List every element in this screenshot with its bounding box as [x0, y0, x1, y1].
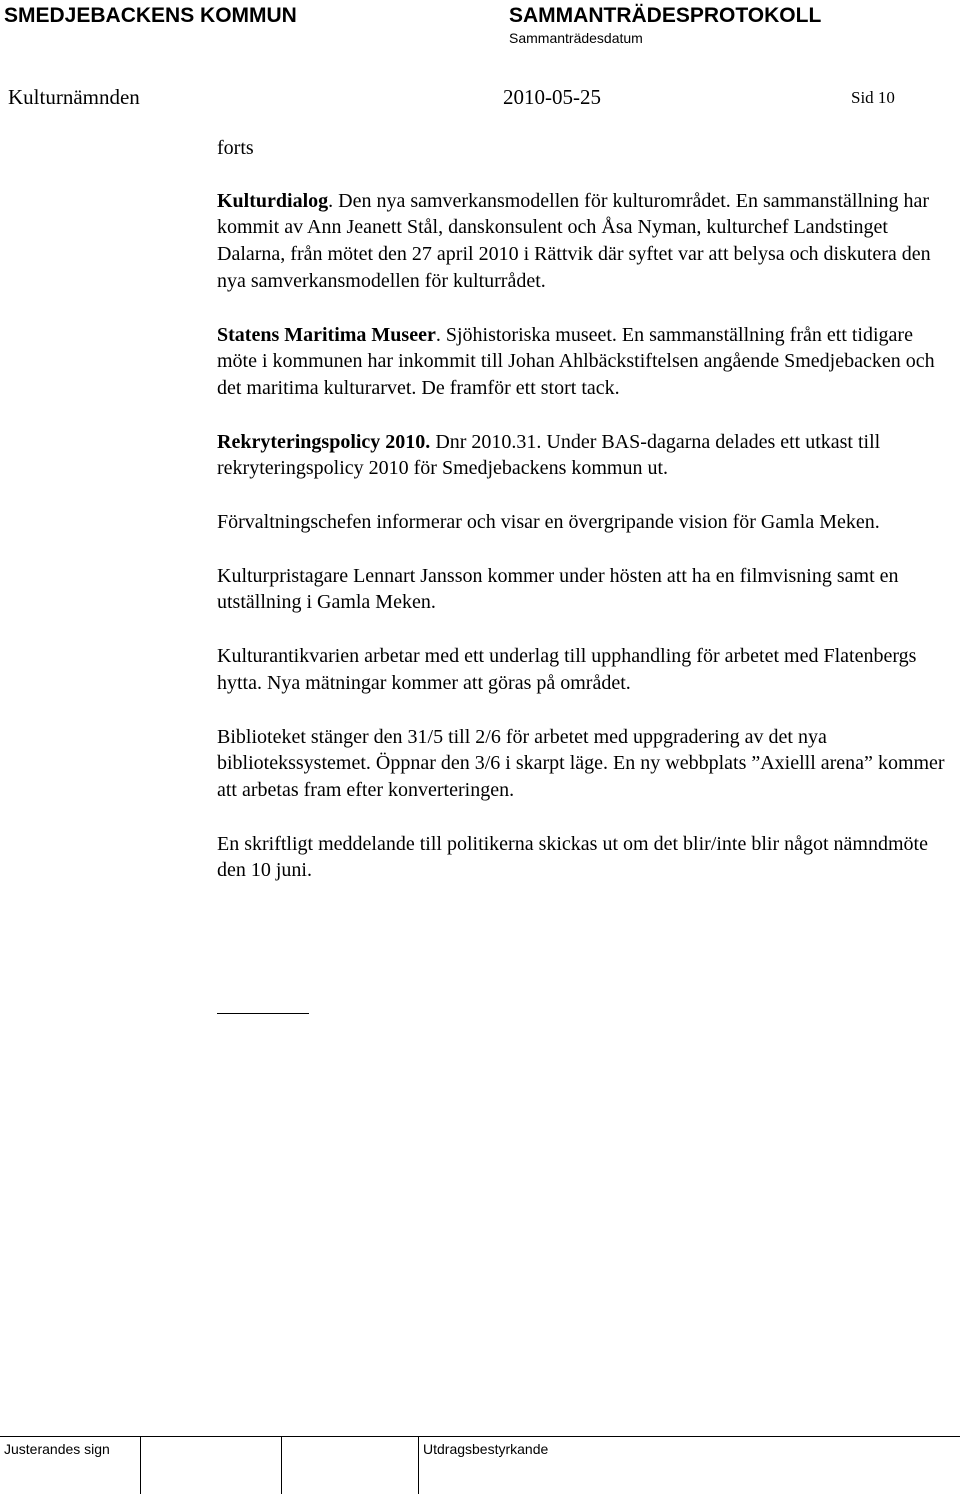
section-rekryteringspolicy: [217, 429, 957, 482]
section-kulturdialog: [217, 188, 957, 295]
section-maritima-museer: [217, 322, 957, 402]
paragraph-meddelande: En skriftligt meddelande till politikerna skickas ut om det blir/inte blir något nämndmöte den 10 juni.: [217, 832, 928, 882]
section-text: . Sjöhistoriska museet. En sammanställning från ett tidigare möte i kommunen har inkommit till Johan Ahlbäckstiftelsen angående Smedjebacken och det maritima kulturarvet. De framför ett stort tack.: [217, 323, 935, 399]
extract-certified-label: Utdragsbestyrkande: [423, 1441, 549, 1457]
footer-divider: [281, 1437, 282, 1494]
footer-divider: [140, 1437, 141, 1494]
committee-name: Kulturnämnden: [8, 85, 140, 109]
paragraph-vision: Förvaltningschefen informerar och visar en övergripande vision för Gamla Meken.: [217, 511, 880, 534]
meeting-date-label: Sammanträdesdatum: [509, 30, 643, 46]
section-heading: Kulturdialog: [217, 189, 329, 212]
paragraph-biblioteket: Biblioteket stänger den 31/5 till 2/6 för arbetet med uppgradering av det nya bibliotekssystemet. Öppnar den 3/6 i skarpt läge. En ny webbplats ”Axielll arena” kommer att arbetas fram efter konverteringen.: [217, 725, 945, 801]
footer-rule: [0, 1436, 960, 1437]
continuation-marker: forts: [217, 137, 254, 159]
section-text: Dnr 2010.31. Under BAS-dagarna delades ett utkast till rekryteringspolicy 2010 för Smedjebackens kommun ut.: [217, 430, 881, 480]
section-heading: Rekryteringspolicy 2010.: [217, 430, 431, 453]
document-title: SAMMANTRÄDESPROTOKOLL: [509, 4, 822, 27]
page-number: Sid 10: [851, 88, 895, 107]
section-text: . Den nya samverkansmodellen för kulturområdet. En sammanställning har kommit av Ann Jeanett Stål, danskonsulent och Åsa Nyman, kulturchef Landstinget Dalarna, från mötet den 27 april 2010 i Rättvik där syftet var att belysa och diskutera den nya samverkansmodellen för kulturrådet.: [217, 189, 931, 292]
footer-divider: [418, 1437, 419, 1494]
minutes-body: [217, 135, 957, 911]
section-heading: Statens Maritima Museer: [217, 323, 436, 346]
adjuster-sign-label: Justerandes sign: [4, 1441, 110, 1457]
organization-name: SMEDJEBACKENS KOMMUN: [4, 4, 297, 27]
paragraph-kulturantikvarie: Kulturantikvarien arbetar med ett underlag till upphandling för arbetet med Flatenbergs hytta. Nya mätningar kommer att göras på området.: [217, 645, 917, 694]
meeting-date: 2010-05-25: [503, 85, 601, 109]
paragraph-kulturpristagare: Kulturpristagare Lennart Jansson kommer under hösten att ha en filmvisning samt en utställning i Gamla Meken.: [217, 564, 899, 614]
closing-rule: [217, 1013, 309, 1014]
